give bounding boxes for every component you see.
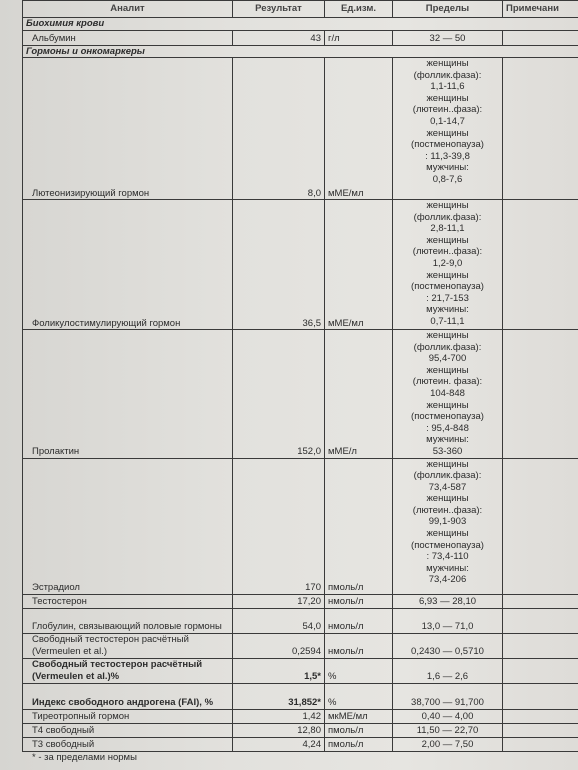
reference-range: 2,00 — 7,50 [393, 737, 503, 751]
notes-cell [503, 200, 578, 330]
section-row [23, 18, 578, 31]
unit: мМЕ/мл [325, 200, 393, 330]
notes-cell [503, 608, 578, 633]
range-line: 1,1-11,6 [430, 81, 465, 93]
notes-cell [503, 58, 578, 200]
table-header-row [23, 1, 578, 18]
result-value: 0,2594 [233, 633, 325, 658]
notes-cell [503, 633, 578, 658]
notes-cell [503, 658, 578, 683]
range-line: 0,8-7,6 [432, 173, 463, 185]
table-row-lh [23, 58, 578, 200]
notes-cell [503, 709, 578, 723]
reference-range: 0,40 — 4,00 [393, 709, 503, 723]
range-line: (постменопауза) [411, 411, 484, 423]
range-line: 0,7-11,1 [430, 315, 465, 327]
range-line: женщины [426, 200, 469, 212]
analyte-name: Тиреотропный гормон [23, 709, 233, 723]
range-line: мужчины: [426, 562, 469, 574]
range-line: женщины [426, 269, 469, 281]
reference-range [393, 330, 503, 458]
range-line: : 73,4-110 [426, 551, 469, 563]
unit: г/л [325, 30, 393, 45]
table-row-albumin [23, 30, 578, 45]
analyte-name: Пролактин [23, 330, 233, 458]
unit: нмоль/л [325, 608, 393, 633]
table-row-t3 [23, 737, 578, 751]
unit: мкМЕ/мл [325, 709, 393, 723]
range-line: 104-848 [430, 388, 465, 400]
result-value: 4,24 [233, 737, 325, 751]
range-line: 0,1-14,7 [430, 116, 465, 128]
range-line: (постменопауза) [411, 539, 484, 551]
section-row [23, 45, 578, 58]
range-line: 1,2-9,0 [432, 258, 463, 270]
range-line: (лютеин..фаза): [412, 246, 483, 258]
reference-range: 6,93 — 28,10 [393, 594, 503, 608]
unit: % [325, 658, 393, 683]
unit: пмоль/л [325, 458, 393, 594]
range-line: 73,4-587 [428, 481, 467, 493]
analyte-name: T4 свободный [23, 723, 233, 737]
range-line: женщины [426, 364, 469, 376]
range-line: 53-360 [432, 445, 463, 457]
range-line: (лютеин. фаза): [412, 376, 483, 388]
unit: мМЕ/л [325, 330, 393, 458]
header-units: Ед.изм. [325, 1, 393, 18]
unit: нмоль/л [325, 594, 393, 608]
range-line: (фоллик.фаза): [413, 69, 482, 81]
unit: нмоль/л [325, 633, 393, 658]
range-line: (фоллик.фаза): [413, 341, 482, 353]
section-title-hormones: Гормоны и онкомаркеры [23, 45, 578, 58]
result-value: 12,80 [233, 723, 325, 737]
result-value: 8,0 [233, 58, 325, 200]
header-range: Пределы [393, 1, 503, 18]
table-row-testosterone [23, 594, 578, 608]
unit: пмоль/л [325, 723, 393, 737]
result-value: 54,0 [233, 608, 325, 633]
table-row-t4 [23, 723, 578, 737]
table-row-free-testosterone [23, 633, 578, 658]
table-row-tsh [23, 709, 578, 723]
table-row-fsh [23, 200, 578, 330]
range-line: женщины [426, 58, 469, 70]
table-row-free-testosterone-pct [23, 658, 578, 683]
result-value: 43 [233, 30, 325, 45]
range-line: (постменопауза) [411, 139, 484, 151]
unit: пмоль/л [325, 737, 393, 751]
range-line: : 21,7-153 [426, 292, 469, 304]
table-row-estradiol [23, 458, 578, 594]
range-line: : 11,3-39,8 [425, 150, 470, 162]
reference-range: 1,6 — 2,6 [393, 658, 503, 683]
range-line: мужчины: [426, 304, 469, 316]
reference-range: 13,0 — 71,0 [393, 608, 503, 633]
header-analyte: Аналит [23, 1, 233, 18]
range-line: женщины [426, 527, 469, 539]
analyte-name: Индекс свободного андрогена (FAI), % [23, 683, 233, 709]
reference-range: 0,2430 — 0,5710 [393, 633, 503, 658]
notes-cell [503, 594, 578, 608]
header-notes: Примечани [503, 1, 578, 18]
range-line: мужчины: [426, 162, 469, 174]
range-line: женщины [426, 330, 469, 342]
reference-range: 38,700 — 91,700 [393, 683, 503, 709]
analyte-name: Лютеонизирующий гормон [23, 58, 233, 200]
reference-range: 32 — 50 [393, 30, 503, 45]
range-line: (постменопауза) [411, 281, 484, 293]
analyte-name: Тестостерон [23, 594, 233, 608]
analyte-name: Фоликулостимулирующий гормон [23, 200, 233, 330]
table-row-shbg [23, 608, 578, 633]
footnote: * - за пределами нормы [32, 752, 137, 763]
range-line: мужчины: [426, 434, 469, 446]
range-line: (лютеин..фаза): [412, 504, 483, 516]
result-value: 31,852* [233, 683, 325, 709]
result-value: 170 [233, 458, 325, 594]
range-line: : 95,4-848 [426, 422, 469, 434]
analyte-name: T3 свободный [23, 737, 233, 751]
range-line: женщины [426, 127, 469, 139]
table-row-prolactin [23, 330, 578, 458]
range-line: женщины [426, 458, 469, 470]
range-line: (фоллик.фаза): [413, 211, 482, 223]
range-line: женщины [426, 399, 469, 411]
unit: мМЕ/мл [325, 58, 393, 200]
table-row-fai [23, 683, 578, 709]
reference-range [393, 58, 503, 200]
range-line: женщины [426, 92, 469, 104]
reference-range: 11,50 — 22,70 [393, 723, 503, 737]
range-line: 95,4-700 [428, 353, 467, 365]
notes-cell [503, 30, 578, 45]
header-result: Результат [233, 1, 325, 18]
section-title-biochem: Биохимия крови [23, 18, 578, 31]
analyte-name: Глобулин, связывающий половые гормоны [23, 608, 233, 633]
unit: % [325, 683, 393, 709]
result-value: 36,5 [233, 200, 325, 330]
reference-range [393, 200, 503, 330]
analyte-name: Эстрадиол [23, 458, 233, 594]
analyte-name: Свободный тестостерон расчётный (Vermeulen et al.)% [23, 658, 233, 683]
result-value: 1,5* [233, 658, 325, 683]
range-line: женщины [426, 493, 469, 505]
result-value: 1,42 [233, 709, 325, 723]
result-value: 17,20 [233, 594, 325, 608]
range-line: 2,8-11,1 [430, 223, 465, 235]
notes-cell [503, 683, 578, 709]
range-line: 99,1-903 [428, 516, 467, 528]
reference-range [393, 458, 503, 594]
analyte-name: Свободный тестостерон расчётный (Vermeulen et al.) [23, 633, 233, 658]
notes-cell [503, 330, 578, 458]
notes-cell [503, 723, 578, 737]
result-value: 152,0 [233, 330, 325, 458]
range-line: (фоллик.фаза): [413, 470, 482, 482]
notes-cell [503, 458, 578, 594]
range-line: женщины [426, 234, 469, 246]
range-line: 73,4-206 [428, 574, 467, 586]
range-line: (лютеин..фаза): [412, 104, 483, 116]
lab-results-table [22, 0, 578, 752]
notes-cell [503, 737, 578, 751]
analyte-name: Альбумин [23, 30, 233, 45]
